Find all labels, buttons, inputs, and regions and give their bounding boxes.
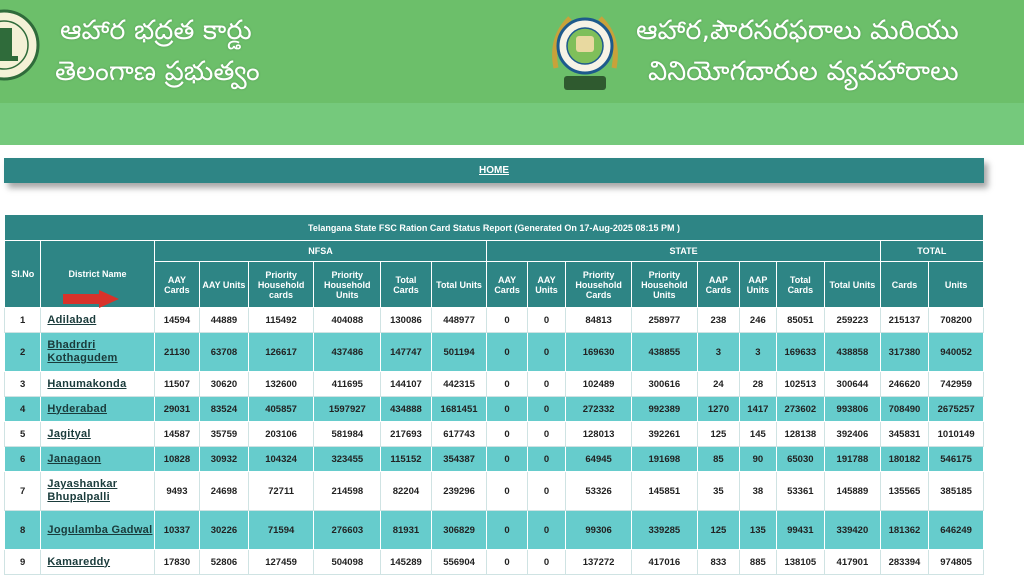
value-cell: 44889 xyxy=(200,308,249,333)
value-cell: 417016 xyxy=(631,550,697,575)
value-cell: 29031 xyxy=(154,397,200,422)
report-body xyxy=(5,308,984,575)
value-cell: 708200 xyxy=(929,308,984,333)
district-cell xyxy=(41,472,154,511)
table-row xyxy=(5,397,984,422)
value-cell: 434888 xyxy=(381,397,432,422)
value-cell: 17830 xyxy=(154,550,200,575)
value-cell: 65030 xyxy=(776,447,825,472)
value-cell: 14587 xyxy=(154,422,200,447)
district-link[interactable]: Hanumakonda xyxy=(47,377,127,390)
table-row xyxy=(5,333,984,372)
value-cell: 438855 xyxy=(631,333,697,372)
value-cell: 145 xyxy=(740,422,776,447)
col-header: Total Cards xyxy=(776,262,825,308)
district-cell xyxy=(41,422,154,447)
value-cell: 169630 xyxy=(566,333,632,372)
sl-no-cell: 9 xyxy=(5,550,41,575)
group-nfsa: NFSA xyxy=(154,241,487,262)
district-cell xyxy=(41,447,154,472)
sl-no-cell: 4 xyxy=(5,397,41,422)
district-cell xyxy=(41,550,154,575)
value-cell: 10828 xyxy=(154,447,200,472)
value-cell: 272332 xyxy=(566,397,632,422)
value-cell: 392261 xyxy=(631,422,697,447)
col-header: Total Units xyxy=(431,262,487,308)
value-cell: 9493 xyxy=(154,472,200,511)
value-cell: 617743 xyxy=(431,422,487,447)
header-sub-band xyxy=(0,103,1024,145)
value-cell: 90 xyxy=(740,447,776,472)
col-header: Priority Household Units xyxy=(314,262,381,308)
value-cell: 125 xyxy=(697,422,739,447)
value-cell: 99306 xyxy=(566,511,632,550)
value-cell: 742959 xyxy=(929,372,984,397)
value-cell: 72711 xyxy=(248,472,314,511)
value-cell: 180182 xyxy=(880,447,929,472)
value-cell: 437486 xyxy=(314,333,381,372)
value-cell: 217693 xyxy=(381,422,432,447)
value-cell: 135565 xyxy=(880,472,929,511)
value-cell: 126617 xyxy=(248,333,314,372)
value-cell: 169633 xyxy=(776,333,825,372)
sl-no-cell: 8 xyxy=(5,511,41,550)
col-header: AAY Cards xyxy=(154,262,200,308)
table-row xyxy=(5,472,984,511)
district-link[interactable]: Jayashankar Bhupalpalli xyxy=(47,478,118,503)
value-cell: 246620 xyxy=(880,372,929,397)
district-cell xyxy=(41,397,154,422)
value-cell: 833 xyxy=(697,550,739,575)
value-cell: 1681451 xyxy=(431,397,487,422)
report-title: Telangana State FSC Ration Card Status Report (Generated On 17-Aug-2025 08:15 PM ) xyxy=(5,215,984,241)
value-cell: 128013 xyxy=(566,422,632,447)
value-cell: 339420 xyxy=(825,511,881,550)
nav-bar xyxy=(4,158,984,183)
value-cell: 405857 xyxy=(248,397,314,422)
pointer-arrow-icon xyxy=(61,290,121,308)
value-cell: 504098 xyxy=(314,550,381,575)
district-link[interactable]: Janagaon xyxy=(47,452,102,465)
value-cell: 974805 xyxy=(929,550,984,575)
value-cell: 940052 xyxy=(929,333,984,372)
sl-no-cell: 3 xyxy=(5,372,41,397)
left-title-line2: తెలంగాణ ప్రభుత్వం xyxy=(55,56,260,87)
value-cell: 138105 xyxy=(776,550,825,575)
value-cell: 102513 xyxy=(776,372,825,397)
district-cell xyxy=(41,308,154,333)
value-cell: 3 xyxy=(740,333,776,372)
ration-card-report-table xyxy=(4,214,984,575)
value-cell: 125 xyxy=(697,511,739,550)
value-cell: 38 xyxy=(740,472,776,511)
value-cell: 81931 xyxy=(381,511,432,550)
value-cell: 501194 xyxy=(431,333,487,372)
table-row xyxy=(5,550,984,575)
value-cell: 52806 xyxy=(200,550,249,575)
value-cell: 83524 xyxy=(200,397,249,422)
value-cell: 0 xyxy=(527,447,565,472)
value-cell: 35759 xyxy=(200,422,249,447)
value-cell: 708490 xyxy=(880,397,929,422)
district-cell xyxy=(41,333,154,372)
table-row xyxy=(5,372,984,397)
value-cell: 448977 xyxy=(431,308,487,333)
sl-no-cell: 1 xyxy=(5,308,41,333)
col-header: Priority Household cards xyxy=(248,262,314,308)
right-title-line2: వినియోగదారుల వ్యవహారాలు xyxy=(648,56,959,87)
col-header: Cards xyxy=(880,262,929,308)
group-state: STATE xyxy=(487,241,880,262)
value-cell: 276603 xyxy=(314,511,381,550)
value-cell: 53361 xyxy=(776,472,825,511)
value-cell: 71594 xyxy=(248,511,314,550)
value-cell: 317380 xyxy=(880,333,929,372)
value-cell: 128138 xyxy=(776,422,825,447)
sl-no-cell: 6 xyxy=(5,447,41,472)
value-cell: 24 xyxy=(697,372,739,397)
value-cell: 0 xyxy=(527,511,565,550)
value-cell: 556904 xyxy=(431,550,487,575)
sl-no-cell: 5 xyxy=(5,422,41,447)
value-cell: 0 xyxy=(527,333,565,372)
value-cell: 137272 xyxy=(566,550,632,575)
value-cell: 85 xyxy=(697,447,739,472)
value-cell: 238 xyxy=(697,308,739,333)
value-cell: 0 xyxy=(487,397,527,422)
value-cell: 345831 xyxy=(880,422,929,447)
value-cell: 145851 xyxy=(631,472,697,511)
value-cell: 411695 xyxy=(314,372,381,397)
value-cell: 10337 xyxy=(154,511,200,550)
col-district: District Name xyxy=(41,241,154,308)
value-cell: 215137 xyxy=(880,308,929,333)
left-title-line1: ఆహార భద్రత కార్డు xyxy=(60,15,252,46)
telangana-emblem-icon xyxy=(0,6,40,84)
district-cell xyxy=(41,511,154,550)
value-cell: 1417 xyxy=(740,397,776,422)
site-header xyxy=(0,0,1024,103)
value-cell: 144107 xyxy=(381,372,432,397)
value-cell: 132600 xyxy=(248,372,314,397)
col-header: Priority Household Cards xyxy=(566,262,632,308)
col-header: AAY Units xyxy=(200,262,249,308)
value-cell: 0 xyxy=(487,511,527,550)
value-cell: 14594 xyxy=(154,308,200,333)
value-cell: 1010149 xyxy=(929,422,984,447)
value-cell: 3 xyxy=(697,333,739,372)
value-cell: 115492 xyxy=(248,308,314,333)
value-cell: 0 xyxy=(487,550,527,575)
district-link[interactable]: Kamareddy xyxy=(47,555,111,568)
value-cell: 258977 xyxy=(631,308,697,333)
value-cell: 404088 xyxy=(314,308,381,333)
value-cell: 0 xyxy=(527,372,565,397)
value-cell: 104324 xyxy=(248,447,314,472)
value-cell: 0 xyxy=(527,397,565,422)
value-cell: 63708 xyxy=(200,333,249,372)
district-link[interactable]: Adilabad xyxy=(47,313,97,326)
value-cell: 385185 xyxy=(929,472,984,511)
value-cell: 135 xyxy=(740,511,776,550)
value-cell: 35 xyxy=(697,472,739,511)
value-cell: 30620 xyxy=(200,372,249,397)
col-header: AAY Units xyxy=(527,262,565,308)
value-cell: 0 xyxy=(487,372,527,397)
value-cell: 145289 xyxy=(381,550,432,575)
value-cell: 102489 xyxy=(566,372,632,397)
value-cell: 115152 xyxy=(381,447,432,472)
value-cell: 82204 xyxy=(381,472,432,511)
sl-no-cell: 2 xyxy=(5,333,41,372)
value-cell: 214598 xyxy=(314,472,381,511)
value-cell: 885 xyxy=(740,550,776,575)
table-row xyxy=(5,511,984,550)
value-cell: 323455 xyxy=(314,447,381,472)
home-link[interactable]: HOME xyxy=(479,165,509,176)
value-cell: 64945 xyxy=(566,447,632,472)
value-cell: 1597927 xyxy=(314,397,381,422)
value-cell: 0 xyxy=(487,447,527,472)
district-link[interactable]: Jagityal xyxy=(47,427,91,440)
value-cell: 339285 xyxy=(631,511,697,550)
col-header: AAP Cards xyxy=(697,262,739,308)
col-header: Total Cards xyxy=(381,262,432,308)
value-cell: 0 xyxy=(487,333,527,372)
district-link[interactable]: Bhadrdri Kothagudem xyxy=(47,339,118,364)
value-cell: 0 xyxy=(487,422,527,447)
value-cell: 84813 xyxy=(566,308,632,333)
value-cell: 0 xyxy=(527,550,565,575)
value-cell: 0 xyxy=(487,308,527,333)
sl-no-cell: 7 xyxy=(5,472,41,511)
value-cell: 300616 xyxy=(631,372,697,397)
value-cell: 354387 xyxy=(431,447,487,472)
col-slno: Sl.No xyxy=(5,241,41,308)
civil-supplies-logo-icon xyxy=(546,8,624,94)
value-cell: 28 xyxy=(740,372,776,397)
value-cell: 438858 xyxy=(825,333,881,372)
group-total: TOTAL xyxy=(880,241,983,262)
value-cell: 147747 xyxy=(381,333,432,372)
value-cell: 0 xyxy=(527,308,565,333)
col-header: AAY Cards xyxy=(487,262,527,308)
value-cell: 259223 xyxy=(825,308,881,333)
district-cell xyxy=(41,372,154,397)
col-header: Priority Household Units xyxy=(631,262,697,308)
value-cell: 145889 xyxy=(825,472,881,511)
value-cell: 306829 xyxy=(431,511,487,550)
value-cell: 130086 xyxy=(381,308,432,333)
district-link[interactable]: Jogulamba Gadwal xyxy=(47,523,153,536)
value-cell: 273602 xyxy=(776,397,825,422)
value-cell: 181362 xyxy=(880,511,929,550)
table-row xyxy=(5,308,984,333)
value-cell: 85051 xyxy=(776,308,825,333)
value-cell: 992389 xyxy=(631,397,697,422)
value-cell: 30226 xyxy=(200,511,249,550)
value-cell: 203106 xyxy=(248,422,314,447)
table-row xyxy=(5,447,984,472)
value-cell: 30932 xyxy=(200,447,249,472)
value-cell: 417901 xyxy=(825,550,881,575)
value-cell: 0 xyxy=(487,472,527,511)
value-cell: 283394 xyxy=(880,550,929,575)
value-cell: 442315 xyxy=(431,372,487,397)
value-cell: 392406 xyxy=(825,422,881,447)
district-link[interactable]: Hyderabad xyxy=(47,402,107,415)
value-cell: 24698 xyxy=(200,472,249,511)
value-cell: 53326 xyxy=(566,472,632,511)
col-header: Units xyxy=(929,262,984,308)
value-cell: 546175 xyxy=(929,447,984,472)
value-cell: 127459 xyxy=(248,550,314,575)
right-title-line1: ఆహార,పౌరసరఫరాలు మరియు xyxy=(636,15,959,46)
value-cell: 239296 xyxy=(431,472,487,511)
value-cell: 191698 xyxy=(631,447,697,472)
value-cell: 993806 xyxy=(825,397,881,422)
value-cell: 191788 xyxy=(825,447,881,472)
value-cell: 0 xyxy=(527,472,565,511)
value-cell: 0 xyxy=(527,422,565,447)
col-header: Total Units xyxy=(825,262,881,308)
value-cell: 21130 xyxy=(154,333,200,372)
col-header: AAP Units xyxy=(740,262,776,308)
value-cell: 2675257 xyxy=(929,397,984,422)
value-cell: 246 xyxy=(740,308,776,333)
value-cell: 581984 xyxy=(314,422,381,447)
value-cell: 646249 xyxy=(929,511,984,550)
value-cell: 300644 xyxy=(825,372,881,397)
value-cell: 99431 xyxy=(776,511,825,550)
table-row xyxy=(5,422,984,447)
value-cell: 11507 xyxy=(154,372,200,397)
value-cell: 1270 xyxy=(697,397,739,422)
